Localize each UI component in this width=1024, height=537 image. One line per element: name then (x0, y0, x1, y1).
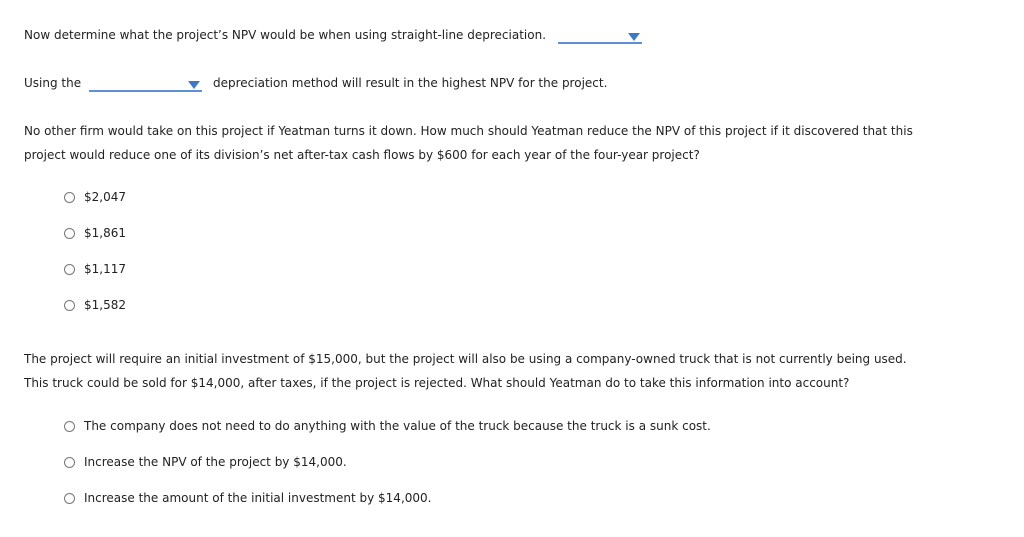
radio-unchecked-icon[interactable] (64, 300, 75, 311)
question-line: No other firm would take on this project if Yeatman turns it down. How much should Yeatman reduce the NPV of this project if it discovered that this (24, 124, 913, 138)
option-label: $2,047 (84, 190, 126, 204)
option-label: Increase the NPV of the project by $14,000. (84, 455, 347, 469)
question-line: The project will require an initial investment of $15,000, but the project will also be using a company-owned truck that is not currently being used. (24, 352, 907, 366)
radio-unchecked-icon[interactable] (64, 493, 75, 504)
option-label: $1,117 (84, 262, 126, 276)
answer-option-sunk-cost[interactable] (64, 418, 711, 434)
question-npv-straight-line: Now determine what the project’s NPV would be when using straight-line depreciation. (24, 28, 547, 42)
answer-option-increase-npv[interactable] (64, 454, 347, 470)
option-label: $1,582 (84, 298, 126, 312)
option-label: $1,861 (84, 226, 126, 240)
answer-option-2047[interactable] (64, 189, 126, 205)
question-line: This truck could be sold for $14,000, after taxes, if the project is rejected. What should Yeatman do to take this information into account? (24, 376, 850, 390)
radio-unchecked-icon[interactable] (64, 192, 75, 203)
option-label: Increase the amount of the initial investment by $14,000. (84, 491, 432, 505)
answer-option-1582[interactable] (64, 297, 126, 313)
caret-down-icon (188, 81, 200, 89)
radio-unchecked-icon[interactable] (64, 264, 75, 275)
depreciation-suffix-label: depreciation method will result in the highest NPV for the project. (213, 76, 608, 90)
radio-unchecked-icon[interactable] (64, 457, 75, 468)
question-truck-opportunity-cost (24, 347, 984, 395)
npv-straight-line-dropdown[interactable] (558, 28, 642, 44)
question-npv-reduction (24, 119, 984, 167)
answer-option-increase-investment[interactable] (64, 490, 431, 506)
option-label: The company does not need to do anything with the value of the truck because the truck is a sunk cost. (84, 419, 711, 433)
answer-option-1117[interactable] (64, 261, 126, 277)
depreciation-method-dropdown[interactable] (89, 76, 202, 92)
answer-option-1861[interactable] (64, 225, 126, 241)
radio-unchecked-icon[interactable] (64, 421, 75, 432)
depreciation-prefix-label: Using the (24, 76, 82, 90)
question-line: project would reduce one of its division’s net after-tax cash flows by $600 for each year of the four-year project? (24, 148, 700, 162)
radio-unchecked-icon[interactable] (64, 228, 75, 239)
caret-down-icon (628, 33, 640, 41)
